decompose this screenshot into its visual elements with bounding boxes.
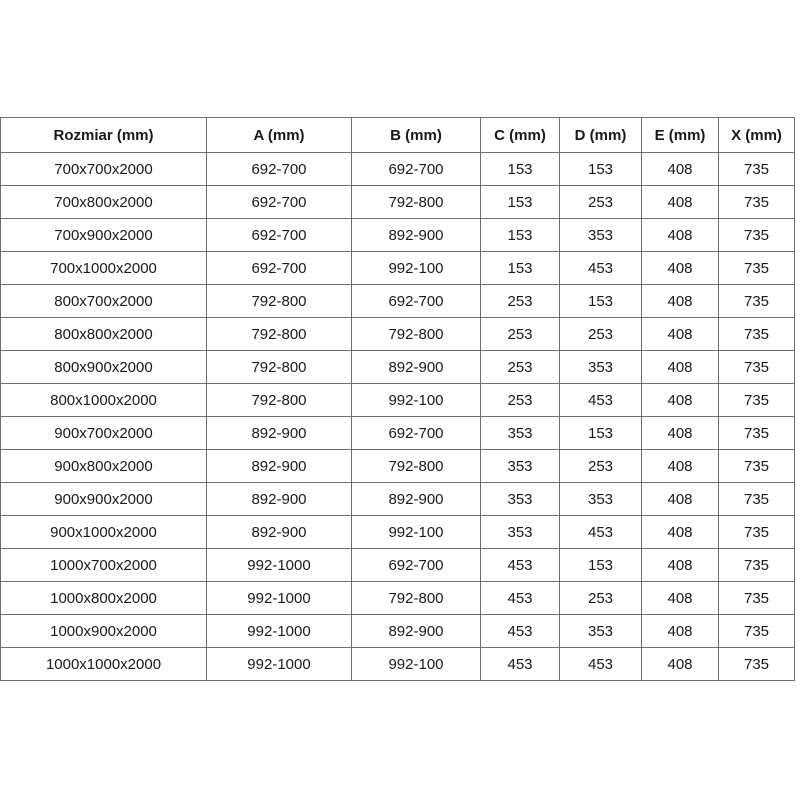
table-cell: 453 [560, 648, 642, 681]
table-row [1, 153, 795, 186]
table-cell: 735 [719, 582, 795, 615]
table-cell: 253 [481, 318, 560, 351]
table-cell: 353 [481, 516, 560, 549]
table-cell: 1000x800x2000 [1, 582, 207, 615]
table-cell: 408 [642, 615, 719, 648]
table-cell: 408 [642, 219, 719, 252]
table-row [1, 549, 795, 582]
table-cell: 800x700x2000 [1, 285, 207, 318]
table-cell: 892-900 [207, 417, 352, 450]
table-cell: 900x700x2000 [1, 417, 207, 450]
table-cell: 900x1000x2000 [1, 516, 207, 549]
table-cell: 408 [642, 417, 719, 450]
table-body [1, 153, 795, 681]
table-cell: 792-800 [352, 318, 481, 351]
table-cell: 992-1000 [207, 549, 352, 582]
table-cell: 735 [719, 153, 795, 186]
table-cell: 253 [560, 318, 642, 351]
table-cell: 353 [481, 417, 560, 450]
table-cell: 892-900 [352, 615, 481, 648]
table-header-row [1, 118, 795, 153]
table-cell: 792-800 [352, 186, 481, 219]
table-cell: 692-700 [207, 252, 352, 285]
column-header: D (mm) [560, 118, 642, 153]
table-cell: 253 [481, 384, 560, 417]
table-cell: 253 [481, 285, 560, 318]
column-header: A (mm) [207, 118, 352, 153]
table-cell: 1000x1000x2000 [1, 648, 207, 681]
table-cell: 353 [560, 483, 642, 516]
table-cell: 408 [642, 318, 719, 351]
table-cell: 692-700 [207, 219, 352, 252]
table-cell: 453 [481, 549, 560, 582]
table-cell: 692-700 [207, 186, 352, 219]
table-row [1, 417, 795, 450]
table-cell: 735 [719, 615, 795, 648]
table-row [1, 384, 795, 417]
table-cell: 992-100 [352, 516, 481, 549]
table-cell: 792-800 [207, 351, 352, 384]
table-row [1, 615, 795, 648]
table-cell: 253 [481, 351, 560, 384]
table-cell: 800x900x2000 [1, 351, 207, 384]
table-cell: 408 [642, 549, 719, 582]
table-cell: 735 [719, 549, 795, 582]
table-cell: 700x900x2000 [1, 219, 207, 252]
table-cell: 453 [481, 582, 560, 615]
table-row [1, 483, 795, 516]
table-cell: 408 [642, 582, 719, 615]
table-cell: 900x900x2000 [1, 483, 207, 516]
column-header: C (mm) [481, 118, 560, 153]
table-cell: 892-900 [207, 450, 352, 483]
table-cell: 1000x900x2000 [1, 615, 207, 648]
table-cell: 735 [719, 219, 795, 252]
table-cell: 253 [560, 450, 642, 483]
table-cell: 792-800 [207, 318, 352, 351]
table-cell: 892-900 [207, 516, 352, 549]
table-cell: 408 [642, 450, 719, 483]
size-table [0, 117, 795, 681]
table-cell: 408 [642, 384, 719, 417]
table-cell: 153 [481, 252, 560, 285]
table-cell: 735 [719, 384, 795, 417]
table-cell: 153 [560, 417, 642, 450]
table-row [1, 582, 795, 615]
table-cell: 153 [481, 186, 560, 219]
table-cell: 800x800x2000 [1, 318, 207, 351]
table-cell: 735 [719, 516, 795, 549]
column-header: E (mm) [642, 118, 719, 153]
table-cell: 735 [719, 252, 795, 285]
table-cell: 735 [719, 186, 795, 219]
table-cell: 692-700 [352, 153, 481, 186]
table-cell: 992-1000 [207, 648, 352, 681]
table-row [1, 648, 795, 681]
table-cell: 692-700 [352, 285, 481, 318]
table-header [1, 118, 795, 153]
table-row [1, 516, 795, 549]
table-cell: 735 [719, 483, 795, 516]
table-cell: 253 [560, 186, 642, 219]
table-cell: 792-800 [207, 285, 352, 318]
table-row [1, 450, 795, 483]
table-cell: 408 [642, 483, 719, 516]
table-cell: 153 [560, 153, 642, 186]
table-cell: 408 [642, 153, 719, 186]
table-cell: 800x1000x2000 [1, 384, 207, 417]
table-cell: 735 [719, 318, 795, 351]
table-cell: 700x800x2000 [1, 186, 207, 219]
table-cell: 992-100 [352, 384, 481, 417]
table-cell: 153 [560, 285, 642, 318]
table-row [1, 186, 795, 219]
table-cell: 900x800x2000 [1, 450, 207, 483]
column-header: B (mm) [352, 118, 481, 153]
table-cell: 453 [560, 252, 642, 285]
table-cell: 453 [481, 615, 560, 648]
table-cell: 892-900 [352, 351, 481, 384]
table-row [1, 351, 795, 384]
table-cell: 408 [642, 285, 719, 318]
table-cell: 892-900 [207, 483, 352, 516]
table-cell: 453 [481, 648, 560, 681]
table-cell: 153 [481, 153, 560, 186]
table-cell: 735 [719, 417, 795, 450]
column-header: X (mm) [719, 118, 795, 153]
table-cell: 353 [560, 219, 642, 252]
table-cell: 408 [642, 252, 719, 285]
table-cell: 735 [719, 648, 795, 681]
table-cell: 692-700 [352, 417, 481, 450]
table-cell: 992-1000 [207, 582, 352, 615]
table-cell: 353 [481, 483, 560, 516]
table-cell: 992-100 [352, 252, 481, 285]
table-cell: 353 [560, 351, 642, 384]
table-cell: 992-100 [352, 648, 481, 681]
table-row [1, 318, 795, 351]
table-cell: 353 [481, 450, 560, 483]
table-cell: 700x700x2000 [1, 153, 207, 186]
table-cell: 735 [719, 285, 795, 318]
table-row [1, 219, 795, 252]
table-cell: 453 [560, 384, 642, 417]
table-cell: 792-800 [352, 450, 481, 483]
table-cell: 700x1000x2000 [1, 252, 207, 285]
table-cell: 692-700 [352, 549, 481, 582]
table-cell: 408 [642, 516, 719, 549]
table-cell: 692-700 [207, 153, 352, 186]
table-cell: 353 [560, 615, 642, 648]
table-cell: 253 [560, 582, 642, 615]
table-cell: 153 [560, 549, 642, 582]
table-row [1, 285, 795, 318]
table-cell: 792-800 [352, 582, 481, 615]
table-cell: 408 [642, 648, 719, 681]
table-cell: 792-800 [207, 384, 352, 417]
table-cell: 408 [642, 351, 719, 384]
table-cell: 1000x700x2000 [1, 549, 207, 582]
table-cell: 453 [560, 516, 642, 549]
table-cell: 735 [719, 450, 795, 483]
table-cell: 892-900 [352, 483, 481, 516]
table-cell: 892-900 [352, 219, 481, 252]
table-row [1, 252, 795, 285]
table-cell: 153 [481, 219, 560, 252]
column-header: Rozmiar (mm) [1, 118, 207, 153]
table-cell: 408 [642, 186, 719, 219]
table-cell: 735 [719, 351, 795, 384]
table-cell: 992-1000 [207, 615, 352, 648]
